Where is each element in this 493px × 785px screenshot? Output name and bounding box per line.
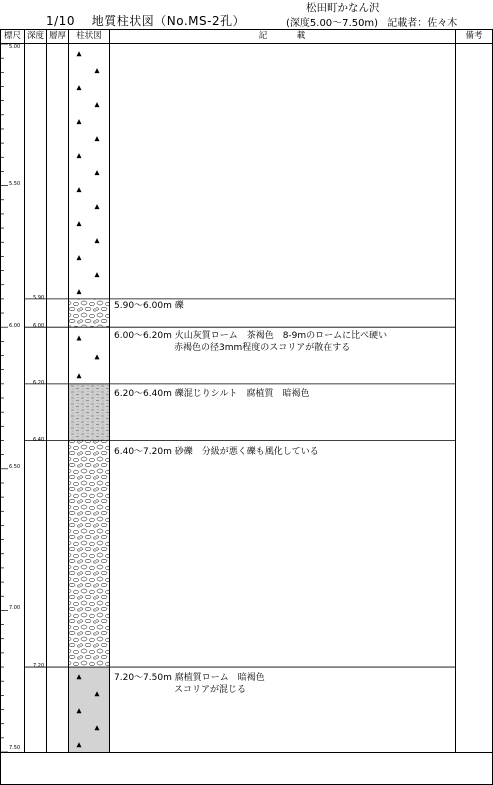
depth-label: 6.40: [33, 437, 45, 443]
col-description-2: 載: [296, 31, 306, 41]
layer-triangles-gray: [69, 667, 109, 752]
layer-gravel: [69, 299, 109, 327]
description-entry: [114, 300, 184, 312]
author: 記載者：佐々木: [387, 18, 458, 29]
col-remarks: 備考: [465, 31, 483, 41]
scale-label: 5.50: [9, 181, 21, 187]
description-entry: [114, 672, 265, 696]
location-label: 松田町かなん沢: [306, 2, 380, 14]
description-line: 6.00～6.20m 火山灰質ローム 茶褐色 8-9mのロームに比べ硬い: [114, 331, 388, 341]
layer-triangles: [69, 327, 109, 384]
col-description-1: 記: [258, 31, 268, 41]
col-thickness: 層厚: [48, 31, 66, 41]
scale-label: 7.50: [9, 745, 21, 751]
scale-label: 5.00: [9, 44, 21, 50]
depth-label: 6.00: [33, 323, 45, 329]
layer-triangles: [69, 44, 109, 299]
description-entry: [114, 330, 387, 354]
col-column: 柱状図: [76, 31, 102, 41]
scale-label: 6.50: [9, 464, 21, 470]
scale-ticks: [0, 44, 8, 752]
description-line: 赤褐色の径3mm程度のスコリアが散在する: [174, 343, 351, 353]
description-line: 5.90～6.00m 礫: [114, 301, 184, 311]
depth-range: (深度5.00～7.50m): [286, 18, 379, 29]
scale-label: 7.00: [9, 605, 21, 611]
layer-gravel: [69, 440, 109, 667]
description-line: 7.20～7.50m 腐植質ローム 暗褐色: [114, 673, 265, 683]
description-entry: [114, 446, 319, 458]
description-entry: [114, 388, 309, 400]
depth-label: 7.20: [33, 663, 45, 669]
col-depth: 深度: [26, 31, 44, 41]
depth-label: 6.20: [33, 380, 45, 386]
description-line: 6.40～7.20m 砂礫 分級が悪く礫も風化している: [114, 447, 319, 457]
description-line: スコリアが混じる: [174, 685, 247, 695]
col-scale: 標尺: [3, 31, 21, 41]
layer-silt: [69, 384, 109, 441]
description-line: 6.20～6.40m 礫混じりシルト 腐植質 暗褐色: [114, 389, 310, 399]
layer-fills: [69, 44, 109, 752]
scale-label: 6.00: [9, 323, 21, 329]
sheet-title: 1/10 地質柱状図（No.MS-2孔）: [46, 14, 246, 28]
depth-label: 5.90: [33, 295, 45, 301]
